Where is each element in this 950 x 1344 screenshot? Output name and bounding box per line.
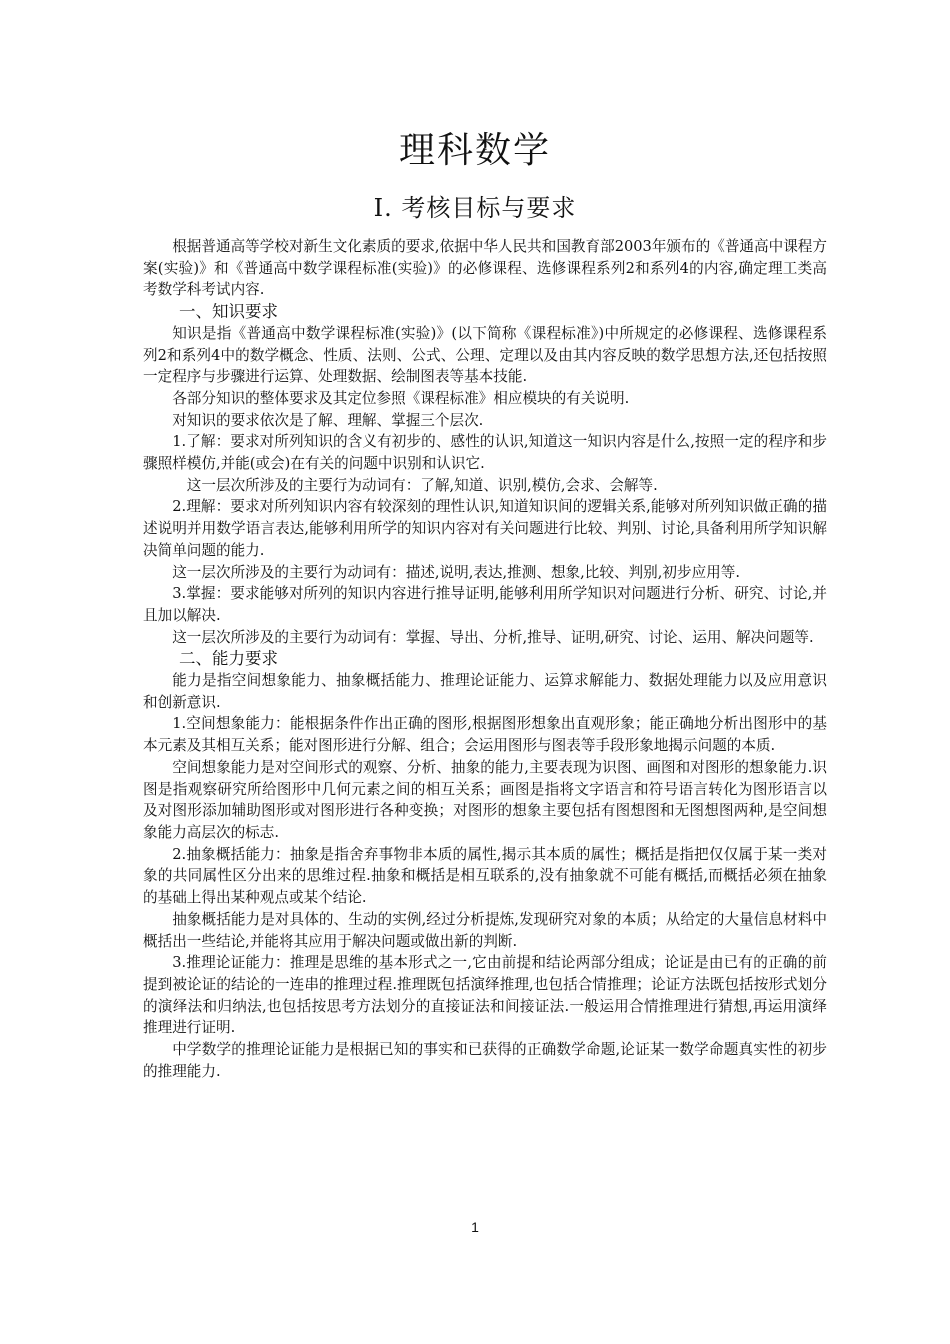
paragraph: 3.掌握：要求能够对所列的知识内容进行推导证明,能够利用所学知识对问题进行分析、研究、讨论,并且加以解决.	[143, 585, 827, 624]
paragraph: 抽象概括能力是对具体的、生动的实例,经过分析提炼,发现研究对象的本质；从给定的大量信息材料中概括出一些结论,并能将其应用于解决问题或做出新的判断.	[143, 910, 827, 950]
paragraph: 3.推理论证能力：推理是思维的基本形式之一,它由前提和结论两部分组成；论证是由已有的正确的前提到被论证的结论的一连串的推理过程.推理既包括演绎推理,也包括合情推理；论证方法既包括按形式划分的演绎法和归纳法,也包括按思考方法划分的直接证法和间接证法.一般运用合情推理进行猜想,再运用演绎推理进行证明.	[143, 954, 827, 1037]
paragraph: 2.抽象概括能力：抽象是指舍弃事物非本质的属性,揭示其本质的属性；概括是指把仅仅属于某一类对象的共同属性区分出来的思维过程.抽象和概括是相互联系的,没有抽象就不可能有概括,而概括必须在抽象的基础上得出某种观点或某个结论.	[143, 845, 827, 907]
paragraph: 能力是指空间想象能力、抽象概括能力、推理论证能力、运算求解能力、数据处理能力以及应用意识和创新意识.	[143, 672, 827, 711]
section-heading-ability: 二、能力要求	[179, 649, 278, 669]
section-title: Ⅰ. 考核目标与要求	[373, 194, 577, 222]
paragraph: 空间想象能力是对空间形式的观察、分析、抽象的能力,主要表现为识图、画图和对图形的想象能力.识图是指观察研究所给图形中几何元素之间的相互关系；画图是指将文字语言和符号语言转化为图形语言以及对图形添加辅助图形或对图形进行各种变换；对图形的想象主要包括有图想图和无图想图两种,是空间想象能力高层次的标志.	[143, 758, 827, 841]
paragraph: 1.了解：要求对所列知识的含义有初步的、感性的认识,知道这一知识内容是什么,按照一定的程序和步骤照样模仿,并能(或会)在有关的问题中识别和认识它.	[143, 433, 827, 473]
paragraph: 1.空间想象能力：能根据条件作出正确的图形,根据图形想象出直观形象；能正确地分析出图形中的基本元素及其相互关系；能对图形进行分解、组合；会运用图形与图表等手段形象地揭示问题的本质.	[143, 715, 827, 755]
document-body	[143, 236, 827, 1082]
document-title: 理科数学	[398, 130, 551, 171]
section-heading-knowledge: 一、知识要求	[179, 302, 278, 322]
paragraph: 这一层次所涉及的主要行为动词有：掌握、导出、分析,推导、证明,研究、讨论、运用、解决问题等.	[172, 628, 814, 646]
paragraph: 知识是指《普通高中数学课程标准(实验)》(以下简称《课程标准》)中所规定的必修课程、选修课程系列2和系列4中的数学概念、性质、法则、公式、公理、定理以及由其内容反映的数学思想方法,还包括按照一定程序与步骤进行运算、处理数据、绘制图表等基本技能.	[143, 324, 827, 386]
page-number: 1	[471, 1219, 479, 1235]
paragraph: 2.理解：要求对所列知识内容有较深刻的理性认识,知道知识间的逻辑关系,能够对所列知识做正确的描述说明并用数学语言表达,能够利用所学的知识内容对有关问题进行比较、判别、讨论,具备利用所学知识解决简单问题的能力.	[143, 498, 827, 559]
paragraph: 对知识的要求依次是了解、理解、掌握三个层次.	[172, 411, 484, 429]
paragraph: 各部分知识的整体要求及其定位参照《课程标准》相应模块的有关说明.	[172, 389, 630, 407]
paragraph: 这一层次所涉及的主要行为动词有：了解,知道、识别,模仿,会求、会解等.	[186, 476, 658, 494]
paragraph: 这一层次所涉及的主要行为动词有：描述,说明,表达,推测、想象,比较、判别,初步应用等.	[172, 563, 740, 581]
paragraph: 中学数学的推理论证能力是根据已知的事实和已获得的正确数学命题,论证某一数学命题真实性的初步的推理能力.	[143, 1041, 827, 1080]
intro-paragraph: 根据普通高等学校对新生文化素质的要求,依据中华人民共和国教育部2003年颁布的《普通高中课程方案(实验)》和《普通高中数学课程标准(实验)》的必修课程、选修课程系列2和系列4的内容,确定理工类高考数学科考试内容.	[143, 238, 827, 299]
